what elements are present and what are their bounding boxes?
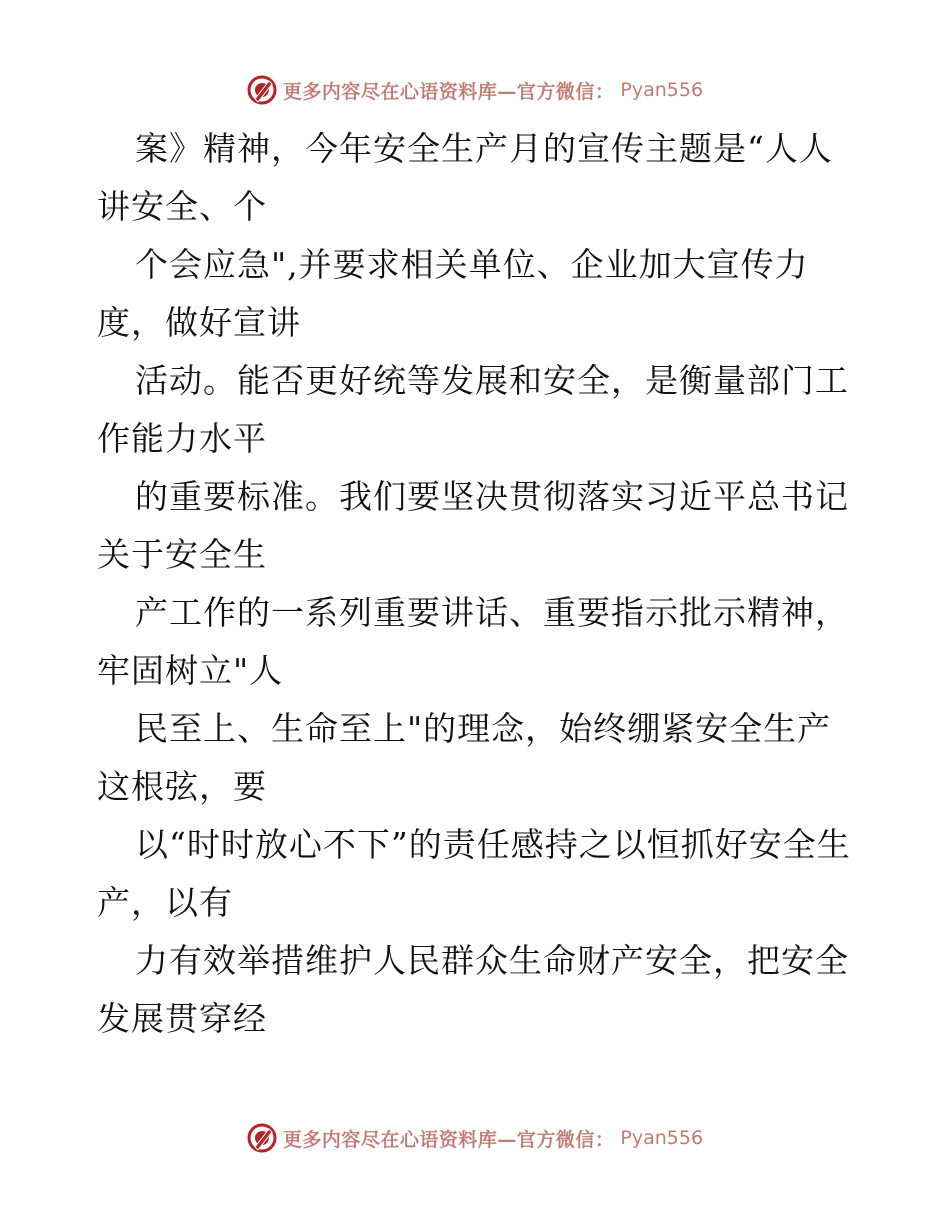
header-banner [0, 70, 950, 110]
pen-logo-icon [247, 1123, 277, 1153]
paragraph: 的重要标准。我们要坚决贯彻落实习近平总书记关于安全生 [97, 477, 849, 574]
footer-banner [0, 1118, 950, 1158]
paragraph: 民至上、生命至上"的理念，始终绷紧安全生产这根弦，要 [97, 709, 832, 806]
paragraph: 案》精神，今年安全生产月的宣传主题是“人人讲安全、个 [97, 129, 833, 226]
footer-banner-wechat: Pyan556 [620, 1127, 704, 1149]
paragraph: 个会应急",并要求相关单位、企业加大宣传力度，做好宣讲 [97, 245, 809, 342]
paragraph: 产工作的一系列重要讲话、重要指示批示精神，牢固树立"人 [97, 593, 849, 690]
paragraph: 力有效举措维护人民群众生命财产安全，把安全发展贯穿经 [97, 941, 849, 1038]
pen-logo-icon [247, 75, 277, 105]
header-banner-text: 更多内容尽在心语资料库—官方微信： [282, 80, 615, 103]
document-body [97, 120, 857, 1048]
footer-banner-text: 更多内容尽在心语资料库—官方微信： [282, 1128, 615, 1151]
header-banner-wechat: Pyan556 [620, 79, 704, 101]
paragraph: 活动。能否更好统等发展和安全，是衡量部门工作能力水平 [97, 361, 849, 458]
paragraph: 以“时时放心不下”的责任感持之以恒抓好安全生产，以有 [97, 825, 851, 922]
